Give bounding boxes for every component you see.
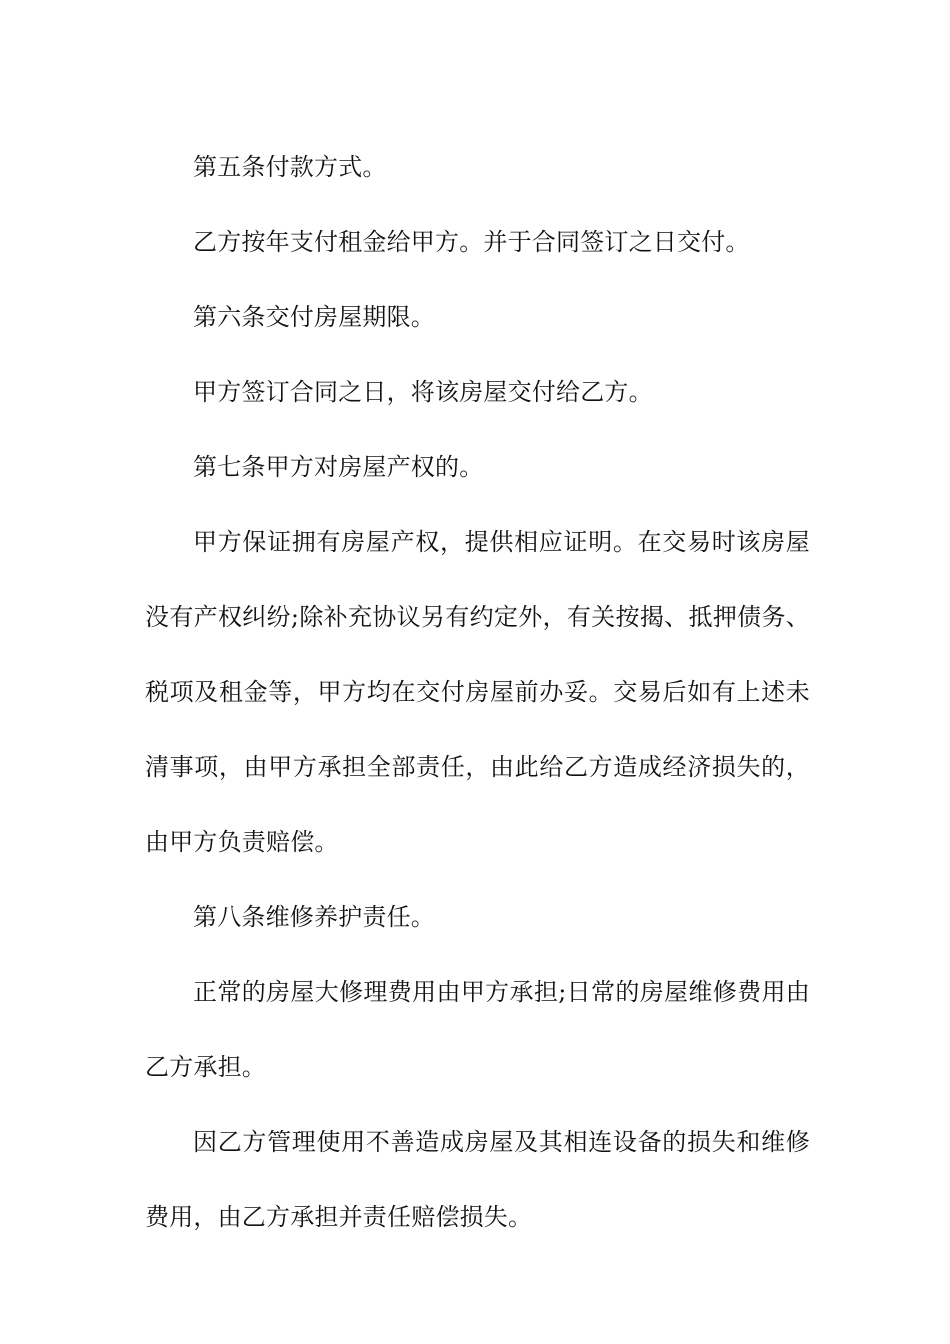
paragraph-damage-liability: 因乙方管理使用不善造成房屋及其相连设备的损失和维修费用，由乙方承担并责任赔偿损失。 — [145, 1128, 810, 1231]
paragraph-payment-terms: 乙方按年支付租金给甲方。并于合同签订之日交付。 — [193, 228, 750, 256]
paragraph-article-6-heading: 第六条交付房屋期限。 — [193, 303, 435, 331]
paragraph-repair-costs: 正常的房屋大修理费用由甲方承担;日常的房屋维修费用由乙方承担。 — [145, 978, 810, 1081]
paragraph-delivery-terms: 甲方签订合同之日，将该房屋交付给乙方。 — [193, 378, 653, 406]
paragraph-article-8-heading: 第八条维修养护责任。 — [193, 903, 435, 931]
document-body — [145, 130, 810, 1255]
paragraph-article-7-heading: 第七条甲方对房屋产权的。 — [193, 453, 484, 481]
paragraph-property-rights: 甲方保证拥有房屋产权，提供相应证明。在交易时该房屋没有产权纠纷;除补充协议另有约定外，有关按揭、抵押债务、税项及租金等，甲方均在交付房屋前办妥。交易后如有上述未清事项，由甲方承担全部责任，由此给乙方造成经济损失的，由甲方负责赔偿。 — [145, 528, 810, 856]
paragraph-article-5-heading: 第五条付款方式。 — [193, 153, 387, 181]
